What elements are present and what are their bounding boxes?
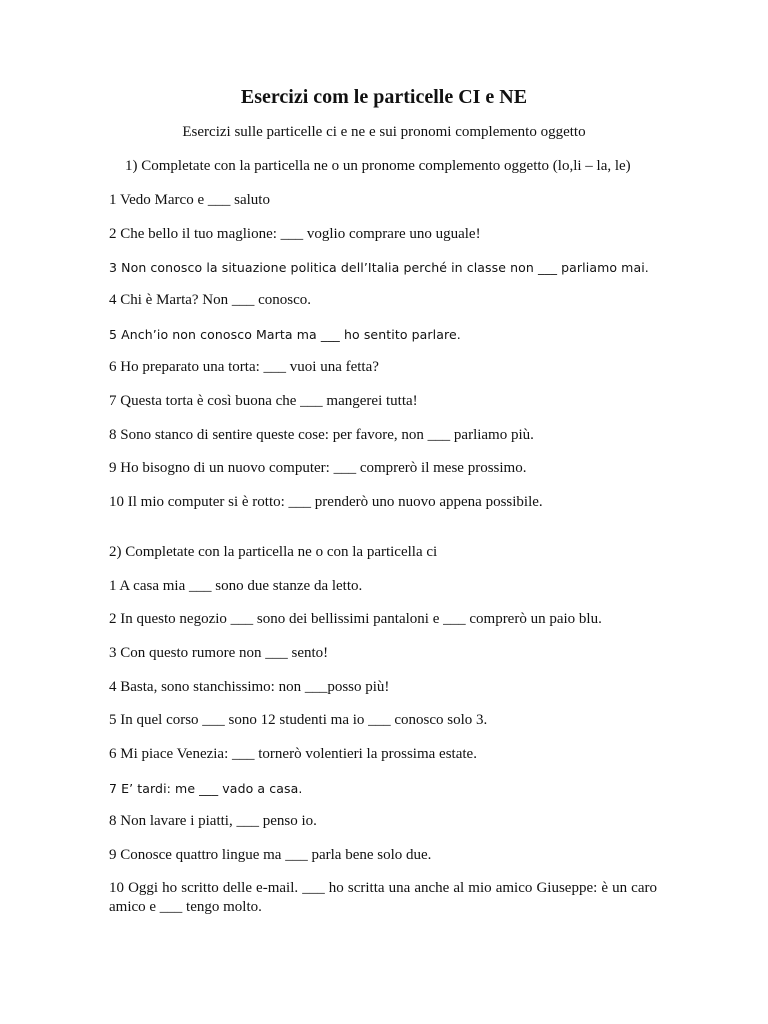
exercise1-item-5: 5 Anch’io non conosco Marta ma ___ ho sentito parlare. [109, 327, 461, 342]
exercise2-item-5: 5 In quel corso ___ sono 12 studenti ma io ___ conosco solo 3. [109, 712, 488, 728]
exercise1-item-3: 3 Non conosco la situazione politica dell’Italia perché in classe non ___ parliamo mai. [109, 260, 649, 275]
section2-heading: 2) Completate con la particella ne o con la particella ci [109, 544, 438, 560]
exercise2-item-8: 8 Non lavare i piatti, ___ penso io. [109, 813, 317, 829]
exercise2-item-10: 10 Oggi ho scritto delle e-mail. ___ ho scritta una anche al mio amico Giuseppe: è un caro amico e ___ tengo molto. [109, 880, 657, 915]
exercise1-item-9: 9 Ho bisogno di un nuovo computer: ___ comprerò il mese prossimo. [109, 460, 527, 476]
document-title: Esercizi com le particelle CI e NE [240, 86, 528, 108]
exercise1-item-1: 1 Vedo Marco e ___ saluto [109, 192, 270, 208]
exercise1-item-4: 4 Chi è Marta? Non ___ conosco. [109, 292, 312, 308]
exercise2-item-2: 2 In questo negozio ___ sono dei bellissimi pantaloni e ___ comprerò un paio blu. [109, 611, 602, 627]
exercise1-item-2: 2 Che bello il tuo maglione: ___ voglio comprare uno uguale! [109, 226, 481, 242]
exercise2-item-4: 4 Basta, sono stanchissimo: non ___posso più! [109, 679, 390, 695]
exercise1-item-10: 10 Il mio computer si è rotto: ___ prenderò uno nuovo appena possibile. [109, 494, 543, 510]
exercise2-item-3: 3 Con questo rumore non ___ sento! [109, 645, 329, 661]
section1-heading: 1) Completate con la particella ne o un pronome complemento oggetto (lo,li – la, le) [125, 158, 631, 174]
exercise2-item-1: 1 A casa mia ___ sono due stanze da letto. [109, 578, 363, 594]
exercise1-item-8: 8 Sono stanco di sentire queste cose: per favore, non ___ parliamo più. [109, 427, 534, 443]
exercise1-item-7: 7 Questa torta è così buona che ___ mangerei tutta! [109, 393, 418, 409]
exercise2-item-6: 6 Mi piace Venezia: ___ tornerò volentieri la prossima estate. [109, 746, 477, 762]
exercise2-item-7: 7 E’ tardi: me ___ vado a casa. [109, 781, 303, 796]
document-subtitle: Esercizi sulle particelle ci e ne e sui pronomi complemento oggetto [182, 124, 586, 140]
exercise2-item-9: 9 Conosce quattro lingue ma ___ parla bene solo due. [109, 847, 432, 863]
exercise1-item-6: 6 Ho preparato una torta: ___ vuoi una fetta? [109, 359, 379, 375]
